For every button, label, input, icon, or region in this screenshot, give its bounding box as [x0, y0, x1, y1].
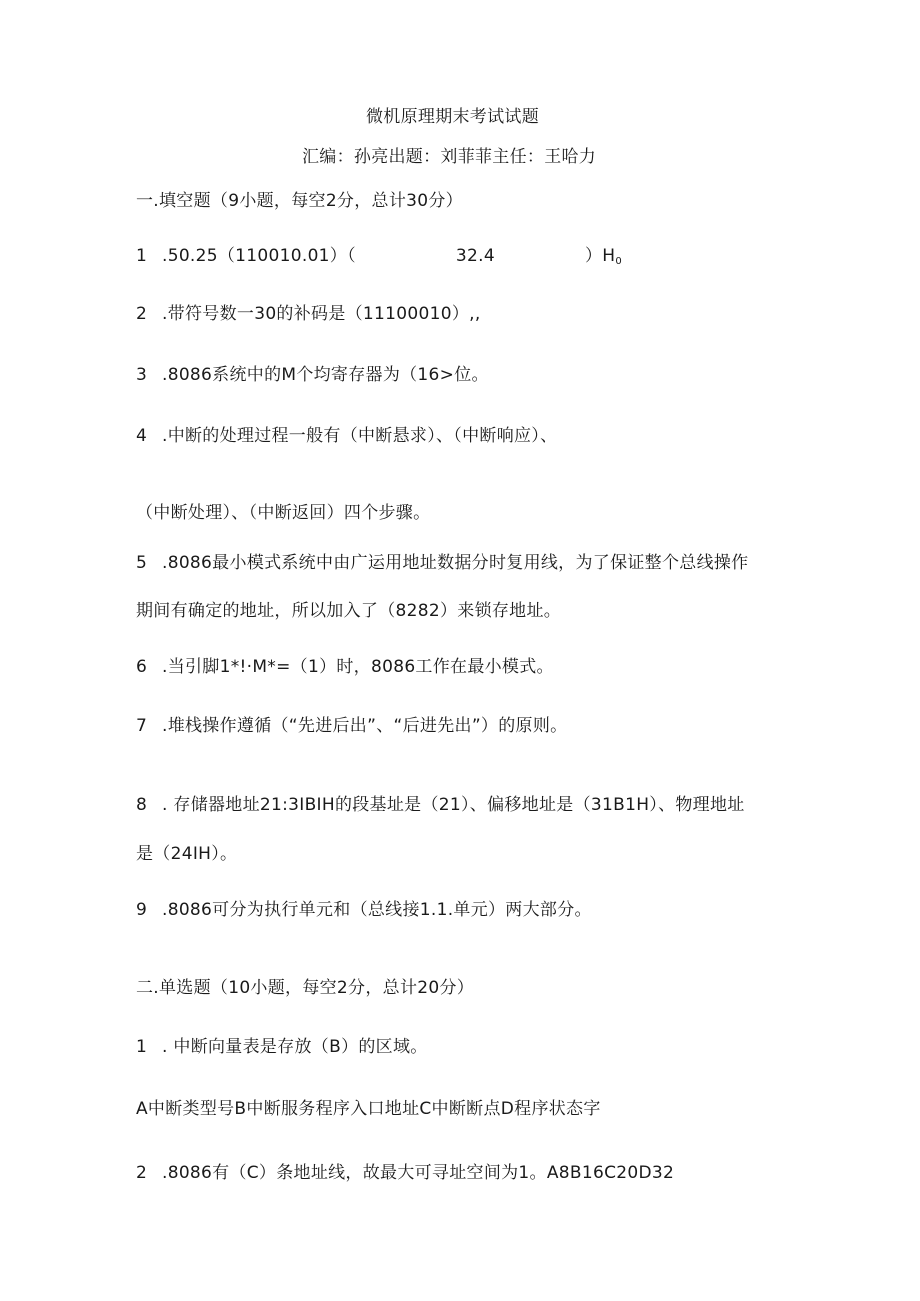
question-number: 9 — [136, 900, 148, 920]
answer-value: 32.4 — [455, 246, 495, 266]
question-3 — [136, 364, 489, 386]
question-5-continued: 期间有确定的地址，所以加入了（8282）来锁存地址。 — [136, 601, 562, 621]
question-1 — [136, 245, 622, 273]
question-number: 5 — [136, 553, 148, 573]
question-number: 2 — [136, 304, 148, 324]
question-text: .8086可分为执行单元和（总线接1.1.单元）两大部分。 — [162, 900, 592, 920]
question-text: .8086最小模式系统中由广运用地址数据分时复用线，为了保证整个总线操作 — [162, 553, 749, 573]
question-text-end: ）H — [584, 246, 616, 266]
section1-heading: 一.填空题（9小题，每空2分，总计30分） — [136, 191, 463, 211]
mc-question-1-options: A中断类型号B中断服务程序入口地址C中断断点D程序状态字 — [136, 1099, 601, 1119]
document-title: 微机原理期末考试试题 — [366, 107, 539, 127]
question-text: .带符号数一30的补码是（11100010）,, — [162, 304, 481, 324]
document-subtitle: 汇编：孙亮出题：刘菲菲主任：王哈力 — [302, 147, 597, 167]
question-8-continued: 是（24IH）。 — [136, 844, 238, 864]
question-text: .50.25（110010.01）（ — [162, 246, 356, 266]
question-text: .8086系统中的M个均寄存器为（16>位。 — [162, 365, 489, 385]
question-4-continued: （中断处理）、（中断返回）四个步骤。 — [136, 503, 431, 523]
question-number: 2 — [136, 1163, 148, 1183]
question-number: 1 — [136, 246, 148, 266]
question-7 — [136, 715, 567, 737]
question-4 — [136, 425, 557, 447]
subscript: 0 — [615, 256, 623, 267]
question-text: .堆栈操作遵循（“先进后出”、“后进先出”）的原则。 — [162, 716, 568, 736]
question-text: . 中断向量表是存放（B）的区域。 — [162, 1037, 428, 1057]
question-6 — [136, 656, 554, 678]
question-number: 1 — [136, 1037, 148, 1057]
section2-heading: 二.单选题（10小题，每空2分，总计20分） — [136, 978, 475, 998]
question-text: .中断的处理过程一般有（中断悬求）、（中断响应）、 — [162, 426, 558, 446]
question-text: . 存储器地址21:3IBIH的段基址是（21）、偏移地址是（31B1H）、物理地址 — [162, 795, 745, 815]
question-number: 6 — [136, 657, 148, 677]
question-8 — [136, 794, 745, 816]
question-text: .当引脚1*!·M*=（1）时，8086工作在最小模式。 — [162, 657, 554, 677]
question-number: 4 — [136, 426, 148, 446]
question-number: 7 — [136, 716, 148, 736]
mc-question-2 — [136, 1162, 674, 1184]
question-9 — [136, 899, 592, 921]
question-number: 8 — [136, 795, 148, 815]
question-2 — [136, 303, 481, 325]
question-text: .8086有（C）条地址线，故最大可寻址空间为1。A8B16C20D32 — [162, 1163, 675, 1183]
question-5 — [136, 552, 748, 574]
question-number: 3 — [136, 365, 148, 385]
mc-question-1 — [136, 1036, 428, 1058]
